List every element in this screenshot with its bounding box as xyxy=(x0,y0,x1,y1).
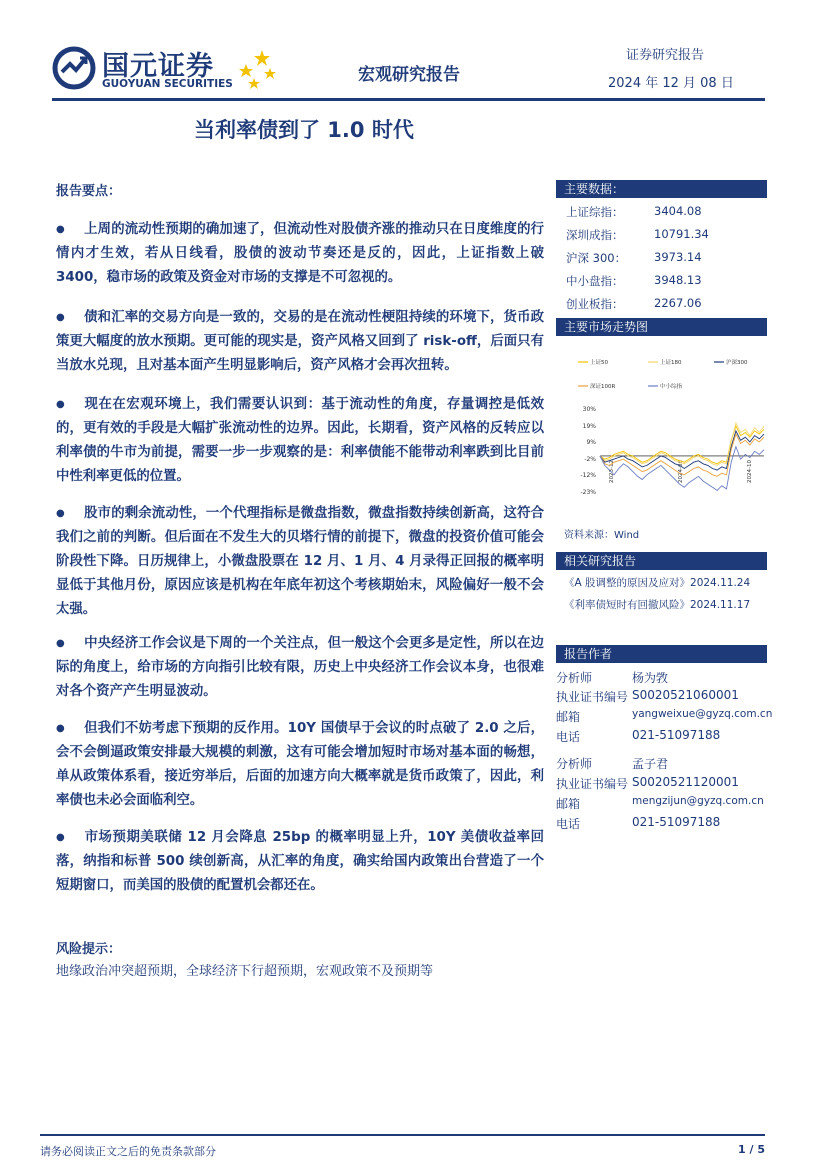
page-number: 1 / 5 xyxy=(738,1143,765,1156)
paragraph-text: 中央经济工作会议是下周的一个关注点，但一般这个会更多是定性，所以在边际的角度上，给市场的方向指引比较有限，历史上中央经济工作会议本身，也很难对各个资产产生明显波动。 xyxy=(56,636,544,699)
x-tick-label: 2023-12 xyxy=(609,459,616,483)
y-tick-label: 9% xyxy=(586,438,596,446)
y-tick-label: 30% xyxy=(582,406,596,413)
paragraph-text: 但我们不妨考虑下预期的反作用。10Y 国债早于会议的时点破了 2.0 之后，会不会倒逼政策安排最大规模的刺激，这有可能会增加短时市场对基本面的畅想，单从政策体系看，接近穷举后，后面的加速方向大概率就是货币政策了，因此，利率债也未必会面临利空。 xyxy=(56,721,544,808)
related-report-link[interactable]: 《A 股调整的原因及应对》2024.11.24 xyxy=(564,577,751,589)
cert-row: 执业证书编号 S0020521060001 xyxy=(556,688,739,704)
author-email-link[interactable]: mengzijun@gyzq.com.cn xyxy=(632,795,764,807)
x-tick-label: 2024-06 xyxy=(678,459,684,483)
summary-paragraph xyxy=(56,717,544,813)
bullet-icon: ● xyxy=(56,399,65,410)
summary-paragraph xyxy=(56,632,544,704)
risk-heading: 风险提示： xyxy=(56,942,122,957)
report-category: 证券研究报告 xyxy=(626,48,705,63)
logo-text-en: GUOYUAN SECURITIES xyxy=(102,78,233,90)
legend-label: 中小综指 xyxy=(660,384,683,390)
y-tick-label: -2% xyxy=(584,456,596,464)
series-line xyxy=(600,426,764,464)
summary-paragraph xyxy=(56,826,544,898)
bullet-icon: ● xyxy=(56,832,65,843)
summary-paragraph xyxy=(56,306,544,378)
report-type: 宏观研究报告 xyxy=(358,65,460,85)
main-data-row: 中小盘指： 3948.13 xyxy=(566,273,702,288)
legend-label: 上证50 xyxy=(590,360,608,366)
bullet-icon: ● xyxy=(56,723,65,734)
summary-paragraph xyxy=(56,218,544,290)
phone-row: 电话 021-51097188 xyxy=(556,815,721,831)
author-email-link[interactable]: yangweixue@gyzq.com.cn xyxy=(632,708,773,720)
report-title: 当利率债到了 1.0 时代 xyxy=(194,118,414,142)
series-line xyxy=(600,423,764,465)
main-data-header: 主要数据： xyxy=(556,180,767,198)
phone-row: 电话 021-51097188 xyxy=(556,728,721,744)
email-row: 邮箱 yangweixue@gyzq.com.cn xyxy=(556,708,773,724)
chart-source: 资料来源：Wind xyxy=(564,530,640,541)
bullet-icon: ● xyxy=(56,224,65,235)
market-trend-chart xyxy=(556,354,767,514)
related-report-link[interactable]: 《利率债短时有回撤风险》2024.11.17 xyxy=(564,599,751,611)
logo-text-cn: 国元证券 xyxy=(102,51,214,82)
footer-divider xyxy=(40,1134,765,1136)
y-tick-label: -23% xyxy=(580,489,596,496)
report-date: 2024 年 12 月 08 日 xyxy=(608,76,734,91)
logo-stars-icon xyxy=(236,48,280,92)
paragraph-text: 股市的剩余流动性，一个代理指标是微盘指数，微盘指数持续创新高，这符合我们之前的判断。但后面在不发生大的贝塔行情的前提下，微盘的投资价值可能会阶段性下降。日历规律上，小微盘股票在 12 月、1 月、4 月录得正回报的概率明显低于其他月份，原因应该是机构在年底年初这个考核期始末，风险偏好一般不会太强。 xyxy=(56,506,544,617)
main-data-row: 深圳成指： 10791.34 xyxy=(566,227,709,242)
main-data-row: 创业板指： 2267.06 xyxy=(566,296,702,311)
main-data-row: 沪深 300： 3973.14 xyxy=(566,250,702,265)
bullet-icon: ● xyxy=(56,638,65,649)
legend-label: 上证180 xyxy=(660,360,682,366)
paragraph-text: 上周的流动性预期的确加速了，但流动性对股债齐涨的推动只在日度维度的行情内才生效，若从日线看，股债的波动节奏还是反的，因此，上证指数上破 3400，稳市场的政策及资金对市场的支撑是不可忽视的。 xyxy=(56,222,544,285)
related-reports-header: 相关研究报告 xyxy=(556,552,767,570)
summary-heading: 报告要点： xyxy=(56,184,122,199)
summary-paragraph xyxy=(56,393,544,489)
header-divider xyxy=(52,98,765,101)
bullet-icon: ● xyxy=(56,508,65,519)
analyst-row: 分析师 孟子君 xyxy=(556,757,669,771)
legend-label: 深证100R xyxy=(590,384,616,390)
analyst-row: 分析师 杨为敩 xyxy=(556,671,669,685)
bullet-icon: ● xyxy=(56,312,65,323)
main-data-row: 上证综指： 3404.08 xyxy=(566,204,702,219)
paragraph-text: 现在在宏观环境上，我们需要认识到：基于流动性的角度，存量调控是低效的，更有效的手段是大幅扩张流动性的边界。因此，长期看，资产风格的反转应以利率债的牛市为前提，需要一步一步观察的是：利率债能不能带动利率跌到比目前中性利率更低的位置。 xyxy=(56,397,544,484)
legend-label: 沪深300 xyxy=(726,360,748,366)
logo-mark-icon xyxy=(52,46,96,90)
market-chart-header: 主要市场走势图 xyxy=(556,318,767,336)
email-row: 邮箱 mengzijun@gyzq.com.cn xyxy=(556,795,764,811)
cert-row: 执业证书编号 S0020521120001 xyxy=(556,775,739,791)
risk-text: 地缘政治冲突超预期，全球经济下行超预期，宏观政策不及预期等 xyxy=(56,964,434,979)
company-logo xyxy=(52,44,282,96)
paragraph-text: 市场预期美联储 12 月会降息 25bp 的概率明显上升，10Y 美债收益率回落，纳指和标普 500 续创新高，从汇率的角度，确实给国内政策出台营造了一个短期窗口，而美国的股债的配置机会都还在。 xyxy=(56,830,544,893)
y-tick-label: -12% xyxy=(580,471,596,479)
authors-header: 报告作者 xyxy=(556,645,767,663)
footer-disclaimer: 请务必阅读正文之后的免责条款部分 xyxy=(40,1145,216,1158)
x-tick-label: 2024-10 xyxy=(746,459,753,483)
summary-paragraph xyxy=(56,502,544,622)
paragraph-text: 债和汇率的交易方向是一致的，交易的是在流动性梗阻持续的环境下，货币政策更大幅度的放水预期。更可能的现实是，资产风格又回到了 risk-off，后面只有当放水兑现，且对基本面产生明显影响后，资产风格才会再次扭转。 xyxy=(56,310,544,373)
y-tick-label: 19% xyxy=(582,423,596,431)
